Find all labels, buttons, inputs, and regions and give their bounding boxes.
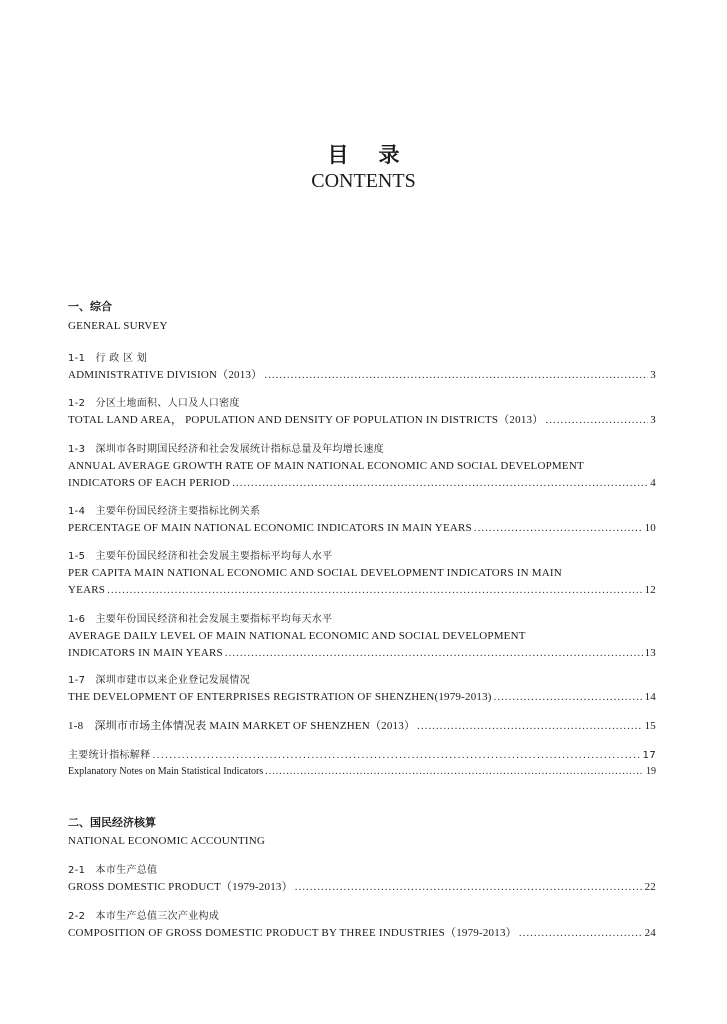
section-heading-en: NATIONAL ECONOMIC ACCOUNTING [68, 835, 266, 847]
section-heading-cn: 一、综合 [68, 300, 112, 313]
toc-entry-title-en: PERCENTAGE OF MAIN NATIONAL ECONOMIC INDICATORS IN MAIN YEARS [68, 522, 472, 534]
toc-entry-link[interactable] [68, 749, 656, 762]
dot-leader [545, 414, 648, 427]
dot-leader [232, 477, 648, 490]
page-title-cn: 目录 [327, 143, 430, 167]
toc-entry-link[interactable] [68, 369, 656, 382]
toc-entry-title: 1-8 深圳市市场主体情况表 MAIN MARKET OF SHENZHEN（2013） [68, 720, 416, 732]
dot-leader [225, 647, 643, 660]
toc-entry-title-en: AVERAGE DAILY LEVEL OF MAIN NATIONAL ECONOMIC AND SOCIAL DEVELOPMENT [68, 630, 526, 642]
toc-entry-title-cn: 2-1 本市生产总值 [68, 865, 158, 876]
dot-leader [265, 765, 644, 778]
page-number: 12 [644, 584, 656, 596]
toc-entry-title-cn: 1-4 主要年份国民经济主要指标比例关系 [68, 506, 261, 517]
toc-entry-link[interactable] [68, 720, 656, 733]
toc-entry-title-en: Explanatory Notes on Main Statistical Indicators [68, 766, 264, 777]
toc-entry-title-cn: 1-5 主要年份国民经济和社会发展主要指标平均每人水平 [68, 551, 333, 562]
toc-entry-title-en-cont: INDICATORS OF EACH PERIOD [68, 477, 231, 489]
toc-entry-title-en-cont: YEARS [68, 584, 106, 596]
toc-entry-link[interactable] [68, 881, 656, 894]
page-number: 10 [644, 522, 656, 534]
page-number: 14 [644, 691, 656, 703]
toc-entry-title-en-cont: INDICATORS IN MAIN YEARS [68, 647, 223, 659]
dot-leader [519, 927, 643, 940]
toc-entry-link[interactable] [68, 691, 656, 704]
section-heading-cn: 二、国民经济核算 [68, 816, 156, 829]
page-number: 19 [646, 766, 656, 777]
toc-entry-title-cn: 主要统计指标解释 [68, 750, 151, 761]
toc-entry-link[interactable] [68, 765, 656, 778]
toc-entry-title-cn: 1-1 行 政 区 划 [68, 353, 148, 364]
toc-entry-title-cn: 2-2 本市生产总值三次产业构成 [68, 911, 220, 922]
section-heading-en: GENERAL SURVEY [68, 320, 168, 332]
dot-leader [152, 749, 640, 762]
page-number: 3 [650, 414, 656, 426]
toc-entry-title-en: ADMINISTRATIVE DIVISION（2013） [68, 369, 263, 381]
toc-entry-title-en: THE DEVELOPMENT OF ENTERPRISES REGISTRATION OF SHENZHEN(1979-2013) [68, 691, 492, 703]
toc-entry-title-cn: 1-3 深圳市各时期国民经济和社会发展统计指标总量及年均增长速度 [68, 444, 384, 455]
dot-leader [264, 369, 648, 382]
dot-leader [474, 522, 643, 535]
toc-entry-title-en: TOTAL LAND AREA， POPULATION AND DENSITY OF POPULATION IN DISTRICTS（2013） [68, 414, 544, 426]
toc-entry-link[interactable] [68, 927, 656, 940]
toc-entry-title-cn: 1-2 分区土地面积、人口及人口密度 [68, 398, 240, 409]
dot-leader [107, 584, 643, 597]
toc-entry-link[interactable] [68, 477, 656, 490]
dot-leader [295, 881, 643, 894]
toc-entry-title-cn: 1-7 深圳市建市以来企业登记发展情况 [68, 675, 251, 686]
page-number: 24 [644, 927, 656, 939]
page-number: 17 [642, 750, 656, 761]
toc-entry-title-en: GROSS DOMESTIC PRODUCT（1979-2013） [68, 881, 293, 893]
page-number: 13 [644, 647, 656, 659]
toc-entry-title-en: PER CAPITA MAIN NATIONAL ECONOMIC AND SOCIAL DEVELOPMENT INDICATORS IN MAIN [68, 567, 562, 579]
dot-leader [417, 720, 642, 733]
page-number: 3 [650, 369, 656, 381]
toc-entry-title-en: ANNUAL AVERAGE GROWTH RATE OF MAIN NATIONAL ECONOMIC AND SOCIAL DEVELOPMENT [68, 460, 584, 472]
page-number: 4 [650, 477, 656, 489]
page-title-en: CONTENTS [311, 170, 416, 192]
toc-entry-link[interactable] [68, 522, 656, 535]
toc-entry-title-en: COMPOSITION OF GROSS DOMESTIC PRODUCT BY THREE INDUSTRIES（1979-2013） [68, 927, 517, 939]
toc-entry-link[interactable] [68, 647, 656, 660]
page-number: 22 [644, 881, 656, 893]
page-number: 15 [644, 720, 656, 732]
toc-entry-link[interactable] [68, 414, 656, 427]
dot-leader [494, 691, 643, 704]
toc-entry-title-cn: 1-6 主要年份国民经济和社会发展主要指标平均每天水平 [68, 614, 333, 625]
toc-entry-link[interactable] [68, 584, 656, 597]
